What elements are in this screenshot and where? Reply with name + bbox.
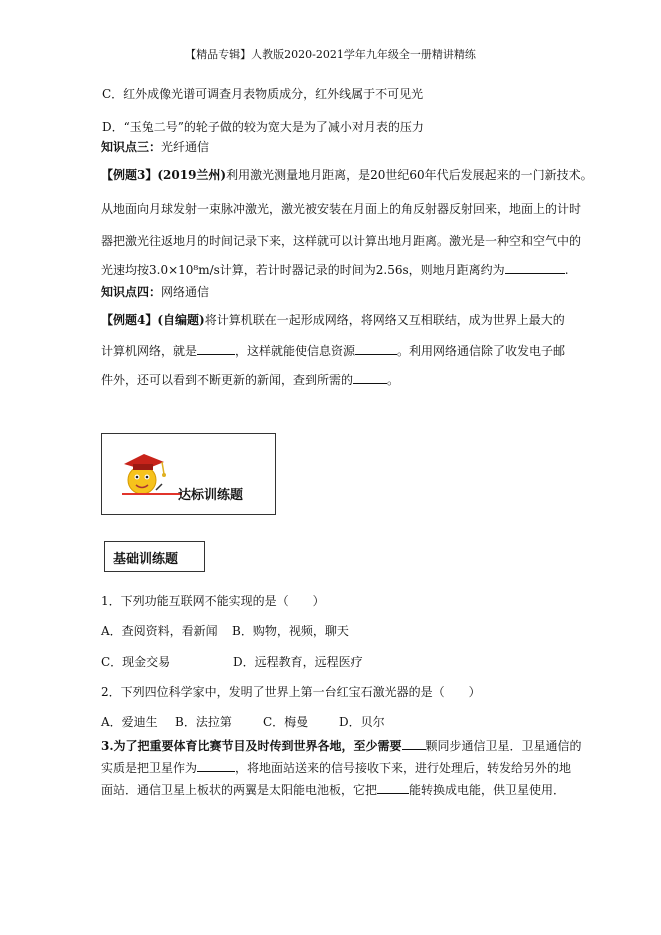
example-4-tag: 【例题4】(自编题) bbox=[101, 313, 205, 327]
answer-blank[interactable] bbox=[355, 343, 397, 355]
kp4-label: 知识点四： bbox=[101, 285, 162, 299]
q1-option-c: C．现金交易 bbox=[101, 655, 171, 669]
knowledge-point-3 bbox=[101, 139, 209, 155]
option-d-line: D．“玉兔二号”的轮子做的较为宽大是为了减小对月表的压力 bbox=[102, 120, 424, 134]
question-1: 1．下列功能互联网不能实现的是（ ） bbox=[101, 594, 325, 608]
q1-option-d: D．远程教育，远程医疗 bbox=[233, 655, 363, 669]
example-3-text-4: 光速均按3.0×10⁸m/s计算，若计时器记录的时间为2.56s，则地月距离约为 bbox=[101, 263, 505, 277]
q3-text-2b: ，将地面站送来的信号接收下来，进行处理后，转发给另外的地 bbox=[235, 761, 572, 775]
answer-blank[interactable] bbox=[197, 760, 235, 772]
answer-blank[interactable] bbox=[197, 343, 235, 355]
example-4-line-3 bbox=[101, 372, 399, 388]
banner-divider bbox=[122, 493, 182, 495]
example-3-line-3: 器把激光往返地月的时间记录下来，这样就可以计算出地月距离。激光是一种空和空气中的 bbox=[101, 234, 582, 248]
example-3-line-1 bbox=[101, 167, 593, 183]
q1-option-a: A．查阅资料，看新闻 bbox=[101, 624, 218, 638]
q3-text-3a: 面站．通信卫星上板状的两翼是太阳能电池板，它把 bbox=[101, 783, 378, 797]
answer-blank[interactable] bbox=[353, 372, 387, 384]
example-3-text-1: 利用激光测量地月距离，是20世纪60年代后发展起来的一门新技术。 bbox=[226, 168, 593, 182]
question-3-line-3 bbox=[101, 782, 565, 798]
knowledge-point-4 bbox=[101, 284, 209, 300]
answer-blank[interactable] bbox=[402, 738, 426, 750]
example-3-line-4 bbox=[101, 262, 569, 278]
section-title: 基础训练题 bbox=[113, 552, 179, 567]
example-3-tag: 【例题3】(2019兰州) bbox=[101, 168, 227, 182]
example-4-line-1 bbox=[101, 312, 565, 328]
q2-option-d: D．贝尔 bbox=[339, 715, 385, 729]
kp4-text: 网络通信 bbox=[161, 285, 210, 299]
q3-text-1a: 3.为了把重要体育比赛节目及时传到世界各地，至少需要 bbox=[101, 739, 402, 753]
question-3-line-1 bbox=[101, 738, 582, 754]
page-header: 【精品专辑】人教版2020-2021学年九年级全一册精讲精练 bbox=[185, 48, 476, 61]
q3-text-3b: 能转换成电能，供卫星使用． bbox=[409, 783, 566, 797]
example-4-text-3b: 。 bbox=[387, 373, 400, 387]
example-3-period: . bbox=[564, 263, 569, 277]
example-4-text-3a: 件外，还可以看到不断更新的新闻，查到所需的 bbox=[101, 373, 354, 387]
kp3-text: 光纤通信 bbox=[161, 140, 210, 154]
example-4-line-2 bbox=[101, 343, 565, 359]
example-4-text-2c: 。利用网络通信除了收发电子邮 bbox=[397, 344, 566, 358]
q3-text-1b: 颗同步通信卫星．卫星通信的 bbox=[425, 739, 582, 753]
q2-option-c: C．梅曼 bbox=[263, 715, 309, 729]
q1-option-b: B．购物，视频，聊天 bbox=[232, 624, 349, 638]
q2-option-a: A．爱迪生 bbox=[101, 715, 158, 729]
option-c-line: C．红外成像光谱可调查月表物质成分，红外线属于不可见光 bbox=[102, 87, 424, 101]
banner-title: 达标训练题 bbox=[178, 488, 244, 503]
question-3-line-2 bbox=[101, 760, 571, 776]
example-4-text-1: 将计算机联在一起形成网络，将网络又互相联结，成为世界上最大的 bbox=[204, 313, 565, 327]
kp3-label: 知识点三： bbox=[101, 140, 162, 154]
q3-text-2a: 实质是把卫星作为 bbox=[101, 761, 198, 775]
question-2: 2．下列四位科学家中，发明了世界上第一台红宝石激光器的是（ ） bbox=[101, 685, 481, 699]
example-4-text-2b: ，这样就能使信息资源 bbox=[235, 344, 356, 358]
answer-blank[interactable] bbox=[377, 782, 409, 794]
example-3-line-2: 从地面向月球发射一束脉冲激光，激光被安装在月面上的角反射器反射回来，地面上的计时 bbox=[101, 202, 582, 216]
answer-blank[interactable] bbox=[505, 262, 565, 274]
q2-option-b: B．法拉第 bbox=[175, 715, 232, 729]
exercise-banner bbox=[101, 433, 276, 515]
example-4-text-2a: 计算机网络，就是 bbox=[101, 344, 198, 358]
section-box bbox=[104, 541, 205, 572]
